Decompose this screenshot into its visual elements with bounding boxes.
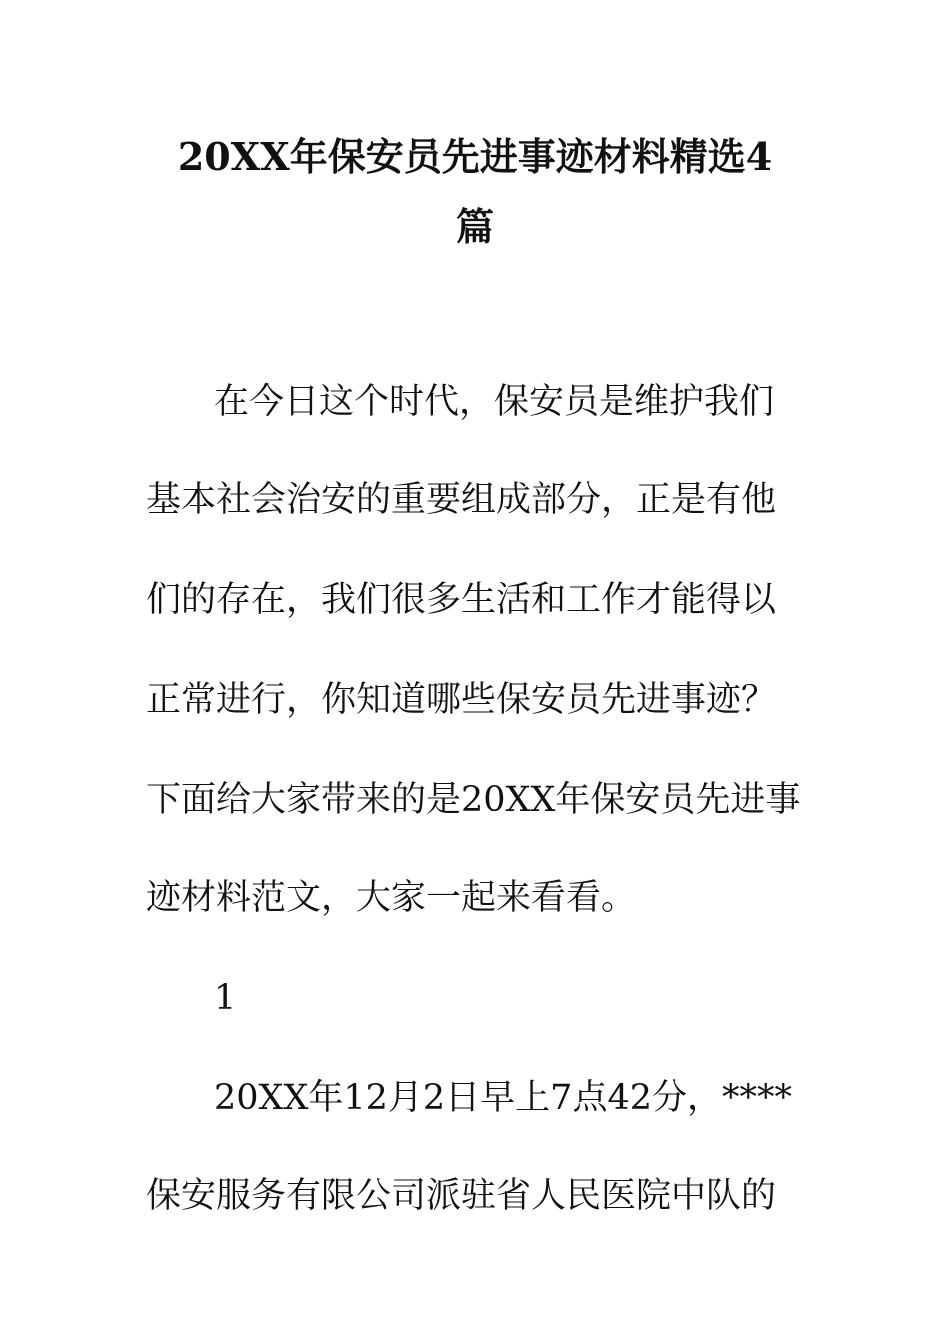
paragraph-line-6: 迹材料范文，大家一起来看看。 bbox=[146, 878, 637, 918]
paragraph-line-4: 正常进行，你知道哪些保安员先进事迹？ bbox=[146, 680, 777, 720]
paragraph-line-1: 在今日这个时代，保安员是维护我们 bbox=[214, 382, 775, 422]
section-number: 1 bbox=[214, 978, 237, 1018]
document-title-line-2: 篇 bbox=[455, 204, 494, 249]
document-title-line-1: 20XX年保安员先进事迹材料精选4 bbox=[177, 134, 773, 179]
paragraph-line-7: 20XX年12月2日早上7点42分，**** bbox=[214, 1078, 792, 1118]
paragraph-line-5: 下面给大家带来的是20XX年保安员先进事 bbox=[146, 780, 801, 820]
paragraph-line-8: 保安服务有限公司派驻省人民医院中队的 bbox=[146, 1176, 777, 1216]
paragraph-line-2: 基本社会治安的重要组成部分，正是有他 bbox=[146, 480, 777, 520]
paragraph-line-3: 们的存在，我们很多生活和工作才能得以 bbox=[146, 580, 777, 620]
